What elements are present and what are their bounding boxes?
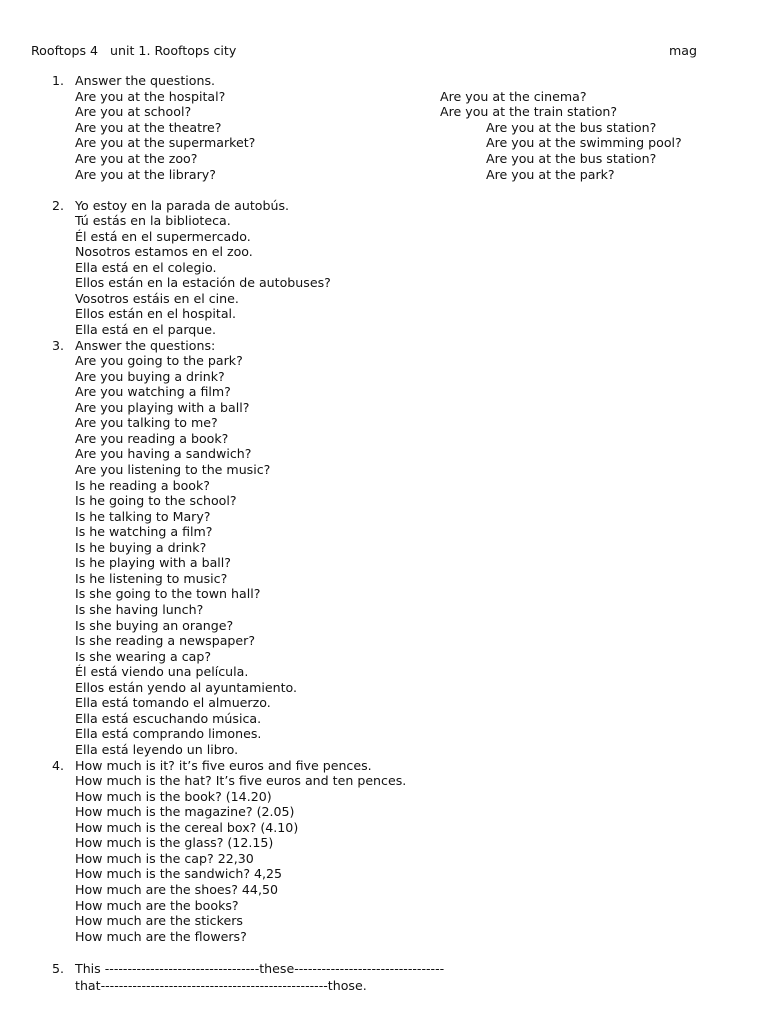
sentence-line: Ella está en el colegio.: [75, 260, 217, 275]
fill-in-line: This ----------------------------------these---------------------------------: [75, 961, 445, 976]
fill-in-line: that--------------------------------------------------those.: [75, 978, 367, 993]
sentence-line: Tú estás en la biblioteca.: [75, 213, 231, 228]
question-line: Are you at the zoo?: [75, 151, 198, 166]
sentence-line: Yo estoy en la parada de autobús.: [75, 198, 290, 213]
question-line: Are you going to the park?: [75, 353, 243, 368]
sentence-line: Él está en el supermercado.: [75, 229, 251, 244]
question-line: How much is the glass? (12.15): [75, 835, 274, 850]
sentence-line: Ellos están en el hospital.: [75, 306, 237, 321]
question-line: Is he buying a drink?: [75, 540, 207, 555]
question-line: Are you at the bus station?: [486, 151, 657, 166]
question-line: How much is the cap? 22,30: [75, 851, 254, 866]
question-line: Are you playing with a ball?: [75, 400, 250, 415]
question-line: Are you at the hospital?: [75, 89, 226, 104]
question-line: Are you having a sandwich?: [75, 446, 252, 461]
question-line: Is she having lunch?: [75, 602, 204, 617]
sentence-line: Vosotros estáis en el cine.: [75, 291, 239, 306]
question-line: How much is the cereal box? (4.10): [75, 820, 299, 835]
question-line: Is he talking to Mary?: [75, 509, 211, 524]
section-5-number: 5.: [52, 961, 65, 976]
question-line: How much are the stickers: [75, 913, 243, 928]
question-line: How much is it? it’s five euros and five pences.: [75, 758, 372, 773]
question-line: Are you buying a drink?: [75, 369, 225, 384]
sentence-line: Ella está tomando el almuerzo.: [75, 695, 271, 710]
question-line: Is she buying an orange?: [75, 618, 234, 633]
section-3-number: 3.: [52, 338, 65, 353]
sentence-line: Ella está leyendo un libro.: [75, 742, 239, 757]
question-line: How much is the magazine? (2.05): [75, 804, 295, 819]
question-line: Is he listening to music?: [75, 571, 228, 586]
section-2-number: 2.: [52, 198, 65, 213]
question-line: Are you at the supermarket?: [75, 135, 256, 150]
question-line: Are you at the park?: [486, 167, 615, 182]
question-line: Are you reading a book?: [75, 431, 229, 446]
sentence-line: Ella está escuchando música.: [75, 711, 262, 726]
question-line: Is he watching a film?: [75, 524, 213, 539]
question-line: Are you at the theatre?: [75, 120, 222, 135]
sentence-line: Él está viendo una película.: [75, 664, 249, 679]
section-1-title: Answer the questions.: [75, 73, 216, 88]
sentence-line: Ella está comprando limones.: [75, 726, 262, 741]
question-line: How much is the book? (14.20): [75, 789, 272, 804]
question-line: Are you at the bus station?: [486, 120, 657, 135]
question-line: How much is the hat? It’s five euros and ten pences.: [75, 773, 407, 788]
question-line: How much are the books?: [75, 898, 239, 913]
question-line: Is she wearing a cap?: [75, 649, 212, 664]
section-1-number: 1.: [52, 73, 65, 88]
sentence-line: Ellos están en la estación de autobuses?: [75, 275, 331, 290]
question-line: How much is the sandwich? 4,25: [75, 866, 283, 881]
question-line: Are you at the train station?: [440, 104, 618, 119]
question-line: Are you watching a film?: [75, 384, 231, 399]
question-line: Are you listening to the music?: [75, 462, 271, 477]
question-line: How much are the shoes? 44,50: [75, 882, 278, 897]
sentence-line: Ellos están yendo al ayuntamiento.: [75, 680, 297, 695]
question-line: Is she going to the town hall?: [75, 586, 261, 601]
question-line: Are you at the swimming pool?: [486, 135, 682, 150]
question-line: Is he playing with a ball?: [75, 555, 231, 570]
author-initials: mag: [669, 43, 697, 58]
sentence-line: Ella está en el parque.: [75, 322, 217, 337]
question-line: Is he going to the school?: [75, 493, 237, 508]
question-line: Is she reading a newspaper?: [75, 633, 256, 648]
section-3-title: Answer the questions:: [75, 338, 216, 353]
worksheet-title: Rooftops 4 unit 1. Rooftops city: [31, 43, 237, 58]
question-line: How much are the flowers?: [75, 929, 247, 944]
section-4-number: 4.: [52, 758, 65, 773]
question-line: Is he reading a book?: [75, 478, 210, 493]
question-line: Are you at the library?: [75, 167, 216, 182]
question-line: Are you talking to me?: [75, 415, 218, 430]
question-line: Are you at the cinema?: [440, 89, 587, 104]
question-line: Are you at school?: [75, 104, 192, 119]
sentence-line: Nosotros estamos en el zoo.: [75, 244, 253, 259]
